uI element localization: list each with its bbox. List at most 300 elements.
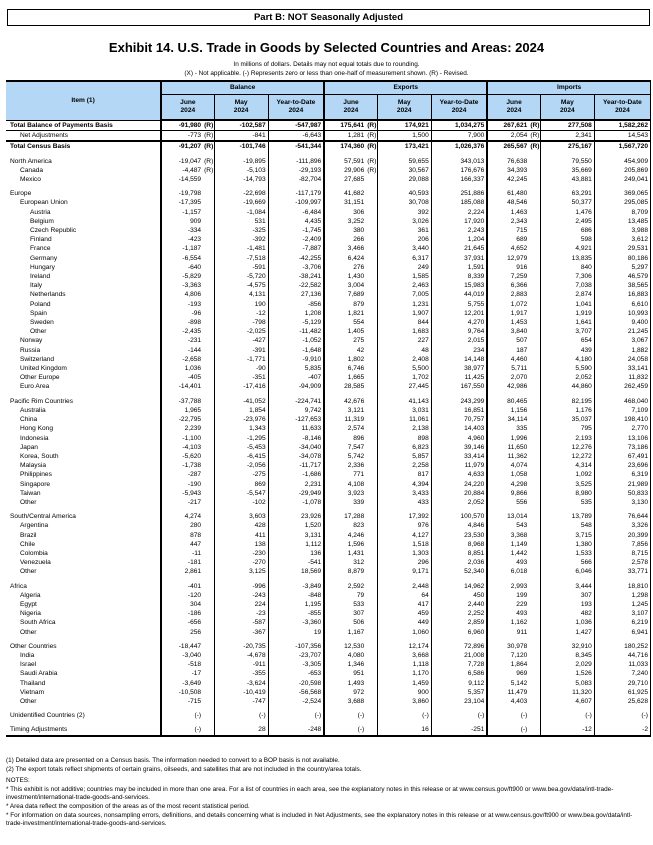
balance-ytd-value: -3,706 [268, 263, 324, 272]
table-row [6, 600, 651, 609]
imports-june-value: 4,460 [487, 355, 529, 364]
revised-flag [366, 679, 377, 688]
imports-may-value: 50,377 [540, 198, 594, 207]
revised-flag [203, 489, 214, 498]
balance-may-value: -841 [214, 131, 268, 142]
revised-flag [203, 415, 214, 424]
exports-june-value: 3,466 [324, 244, 366, 253]
balance-june-value: -334 [161, 226, 203, 235]
exports-ytd-value: 2,224 [431, 208, 487, 217]
exports-june-value: 972 [324, 688, 366, 697]
exports-june-value: 79 [324, 591, 366, 600]
exports-may-value: 417 [377, 600, 431, 609]
balance-may-value: -325 [214, 226, 268, 235]
revised-flag [203, 711, 214, 720]
exports-may-value: 459 [377, 609, 431, 618]
exports-june-value: 42 [324, 346, 366, 355]
revised-flag [529, 609, 540, 618]
balance-may-header [214, 95, 268, 121]
exports-ytd-value: 11,979 [431, 461, 487, 470]
row-label: Sweden [6, 318, 161, 327]
revised-flag [203, 660, 214, 669]
imports-may-value: 44,860 [540, 382, 594, 391]
table-row [6, 397, 651, 406]
balance-may-value: -10,419 [214, 688, 268, 697]
revised-flag: (R) [366, 131, 377, 142]
imports-june-value: 11,650 [487, 443, 529, 452]
balance-ytd-value: -848 [268, 591, 324, 600]
balance-ytd-value: 1,520 [268, 521, 324, 530]
balance-ytd-value: -34,040 [268, 443, 324, 452]
revised-flag [203, 226, 214, 235]
imports-may-value: 82,195 [540, 397, 594, 406]
exports-ytd-value: 1,204 [431, 235, 487, 244]
exports-ytd-value: 185,088 [431, 198, 487, 207]
footnote-2: (2) The export totals reflect shipments of certain grains, oilseeds, and satellites that are not included in the country/area totals. [6, 765, 362, 773]
exports-ytd-value: 2,243 [431, 226, 487, 235]
revised-flag: (R) [367, 122, 377, 129]
balance-ytd-value: -7,887 [268, 244, 324, 253]
exports-ytd-value: 2,036 [431, 558, 487, 567]
balance-may-value: -391 [214, 346, 268, 355]
revised-flag [366, 600, 377, 609]
table-row [6, 512, 651, 521]
revised-flag [366, 452, 377, 461]
table-row [6, 609, 651, 618]
row-label: European Union [6, 198, 161, 207]
exports-ytd-value: 167,550 [431, 382, 487, 391]
revised-flag [529, 567, 540, 576]
revised-flag [203, 382, 214, 391]
exports-june-value: 1,665 [324, 373, 366, 382]
exports-june-value: 174,360 [324, 141, 366, 151]
exports-ytd-value: 14,148 [431, 355, 487, 364]
balance-ytd-value: -856 [268, 300, 324, 309]
balance-may-value: -4,678 [214, 651, 268, 660]
balance-may-value: 1,343 [214, 424, 268, 433]
revised-flag [366, 489, 377, 498]
exports-ytd-value: 14,403 [431, 424, 487, 433]
revised-flag [529, 711, 540, 720]
balance-june-value: -193 [161, 300, 203, 309]
exports-ytd-value: 70,757 [431, 415, 487, 424]
table-row [6, 281, 651, 290]
exports-may-value: 1,702 [377, 373, 431, 382]
row-label: Hungary [6, 263, 161, 272]
balance-may-value: -5,453 [214, 443, 268, 452]
imports-ytd-value: 11,832 [594, 373, 650, 382]
imports-june-value: 9,866 [487, 489, 529, 498]
exports-may-value: 2,408 [377, 355, 431, 364]
balance-ytd-value: -11,717 [268, 461, 324, 470]
exports-ytd-value: 8,968 [431, 540, 487, 549]
row-label: Israel [6, 660, 161, 669]
imports-june-value: 1,864 [487, 660, 529, 669]
balance-may-value: -19,669 [214, 198, 268, 207]
balance-may-value: 411 [214, 531, 268, 540]
table-row [6, 382, 651, 391]
balance-may-value: 224 [214, 600, 268, 609]
balance-may-value: -14,793 [214, 175, 268, 184]
balance-may-value: -1,295 [214, 434, 268, 443]
item-column-header: Item (1) [6, 81, 161, 120]
row-label: Indonesia [6, 434, 161, 443]
imports-may-value: 275,167 [540, 141, 594, 151]
imports-june-value: 1,072 [487, 300, 529, 309]
imports-june-value: (-) [487, 711, 529, 720]
balance-may-value: -101,746 [214, 141, 268, 151]
revised-flag [529, 355, 540, 364]
balance-ytd-header [268, 95, 324, 121]
exports-june-value: 27,685 [324, 175, 366, 184]
exports-ytd-value: 8,339 [431, 272, 487, 281]
imports-ytd-value: 3,107 [594, 609, 650, 618]
exports-ytd-value: 2,252 [431, 609, 487, 618]
imports-ytd-value: 295,085 [594, 198, 650, 207]
revised-flag [203, 531, 214, 540]
balance-ytd-value: 27,136 [268, 290, 324, 299]
balance-ytd-value: -11,482 [268, 327, 324, 336]
exports-june-value: 42,676 [324, 397, 366, 406]
exports-may-value: 1,518 [377, 540, 431, 549]
revised-flag [203, 318, 214, 327]
row-label: Malaysia [6, 461, 161, 470]
revised-flag [529, 373, 540, 382]
balance-may-value: -102,587 [214, 120, 268, 131]
exports-ytd-value: 21,645 [431, 244, 487, 253]
revised-flag [366, 272, 377, 281]
balance-ytd-value: -107,356 [268, 642, 324, 651]
revised-flag [366, 711, 377, 720]
table-row [6, 498, 651, 507]
exports-may-value: 27,445 [377, 382, 431, 391]
balance-may-value: -1,771 [214, 355, 268, 364]
table-row [6, 166, 651, 175]
exports-june-value: 276 [324, 263, 366, 272]
imports-june-value: 916 [487, 263, 529, 272]
exports-june-value: 3,252 [324, 217, 366, 226]
row-label: Korea, South [6, 452, 161, 461]
balance-june-value: -14,401 [161, 382, 203, 391]
imports-ytd-value: 80,186 [594, 254, 650, 263]
row-label: Pacific Rim Countries [6, 397, 161, 406]
table-row [6, 452, 651, 461]
imports-june-value: 1,162 [487, 618, 529, 627]
exports-ytd-value: 1,026,376 [431, 141, 487, 151]
imports-ytd-value: 7,109 [594, 406, 650, 415]
row-label: Russia [6, 346, 161, 355]
balance-ytd-value: -127,653 [268, 415, 324, 424]
exports-may-value: 1,118 [377, 660, 431, 669]
exports-may-value: 900 [377, 688, 431, 697]
imports-ytd-value: 29,531 [594, 244, 650, 253]
balance-may-value: -102 [214, 498, 268, 507]
revised-flag [203, 263, 214, 272]
imports-june-value: 689 [487, 235, 529, 244]
exports-may-value: 2,258 [377, 461, 431, 470]
revised-flag [366, 660, 377, 669]
revised-flag [203, 309, 214, 318]
footnote-1: (1) Detailed data are presented on a Census basis. The information needed to convert to a BOP basis is not available. [6, 757, 340, 764]
balance-may-value: -2,056 [214, 461, 268, 470]
row-label: Other [6, 697, 161, 706]
imports-june-value: 5,142 [487, 679, 529, 688]
imports-june-value: 493 [487, 609, 529, 618]
exports-may-value: 817 [377, 470, 431, 479]
balance-june-value: -217 [161, 498, 203, 507]
imports-may-value: 32,910 [540, 642, 594, 651]
revised-flag [203, 208, 214, 217]
imports-may-value: 1,036 [540, 618, 594, 627]
exports-ytd-value: 12,201 [431, 309, 487, 318]
revised-flag [529, 688, 540, 697]
exports-june-value: 266 [324, 235, 366, 244]
revised-flag [203, 355, 214, 364]
imports-ytd-value: 10,993 [594, 309, 650, 318]
revised-flag [529, 697, 540, 706]
revised-flag [529, 651, 540, 660]
row-label: Czech Republic [6, 226, 161, 235]
revised-flag [366, 609, 377, 618]
exports-may-value: 2,463 [377, 281, 431, 290]
revised-flag [203, 175, 214, 184]
imports-ytd-value: 3,988 [594, 226, 650, 235]
row-label: Spain [6, 309, 161, 318]
balance-may-value: -355 [214, 669, 268, 678]
imports-may-value: 1,176 [540, 406, 594, 415]
imports-june-value: 2,054 [487, 131, 529, 142]
revised-flag [203, 373, 214, 382]
exports-june-value: 823 [324, 521, 366, 530]
imports-ytd-value: 14,543 [594, 131, 650, 142]
imports-ytd-value: 262,459 [594, 382, 650, 391]
imports-ytd-value: 20,399 [594, 531, 650, 540]
table-row [6, 355, 651, 364]
balance-june-value: -518 [161, 660, 203, 669]
balance-june-value: 878 [161, 531, 203, 540]
revised-flag [529, 424, 540, 433]
revised-flag [529, 512, 540, 521]
exports-may-value: 16 [377, 725, 431, 735]
table-row [6, 549, 651, 558]
exports-june-value: 4,108 [324, 480, 366, 489]
exports-june-value: 307 [324, 609, 366, 618]
revised-flag [366, 346, 377, 355]
balance-june-value: (-) [161, 711, 203, 720]
revised-flag [366, 189, 377, 198]
balance-ytd-value: 23,926 [268, 512, 324, 521]
exports-ytd-value: 251,886 [431, 189, 487, 198]
exports-ytd-value: 6,586 [431, 669, 487, 678]
imports-may-value: 35,669 [540, 166, 594, 175]
imports-june-value: 4,403 [487, 697, 529, 706]
imports-ytd-value: 1,245 [594, 600, 650, 609]
row-label: Total Balance of Payments Basis [6, 120, 161, 131]
exports-ytd-value: 21,008 [431, 651, 487, 660]
revised-flag [203, 281, 214, 290]
exports-june-value: 1,346 [324, 660, 366, 669]
table-row [6, 254, 651, 263]
table-row [6, 521, 651, 530]
table-row [6, 711, 651, 720]
revised-flag [203, 272, 214, 281]
balance-ytd-value: -1,686 [268, 470, 324, 479]
revised-flag [366, 309, 377, 318]
table-row [6, 189, 651, 198]
balance-june-value: -144 [161, 346, 203, 355]
exports-may-value: 48 [377, 346, 431, 355]
revised-flag [529, 290, 540, 299]
balance-ytd-value: -117,179 [268, 189, 324, 198]
row-label: South/Central America [6, 512, 161, 521]
revised-flag [366, 531, 377, 540]
table-row [6, 272, 651, 281]
exports-june-value: 1,821 [324, 309, 366, 318]
imports-ytd-value: 9,400 [594, 318, 650, 327]
exports-may-value: 1,060 [377, 628, 431, 637]
revised-flag [203, 549, 214, 558]
balance-june-value: -11 [161, 549, 203, 558]
imports-may-header [540, 95, 594, 121]
exports-ytd-value: 2,015 [431, 336, 487, 345]
balance-june-value: (-) [161, 725, 203, 735]
exports-may-value: 173,421 [377, 141, 431, 151]
balance-may-value: 138 [214, 540, 268, 549]
balance-june-value: -401 [161, 582, 203, 591]
revised-flag [366, 540, 377, 549]
revised-flag [529, 549, 540, 558]
revised-flag [529, 642, 540, 651]
table-row [6, 175, 651, 184]
revised-flag [366, 498, 377, 507]
imports-ytd-value: 3,326 [594, 521, 650, 530]
imports-may-value: 598 [540, 235, 594, 244]
balance-june-value: 280 [161, 521, 203, 530]
balance-ytd-value: -111,896 [268, 157, 324, 166]
table-row [6, 697, 651, 706]
table-row [6, 443, 651, 452]
header-line: June [180, 99, 196, 106]
table-row [6, 540, 651, 549]
revised-flag [529, 521, 540, 530]
balance-may-value: -23,976 [214, 415, 268, 424]
exports-may-value: 7,005 [377, 290, 431, 299]
exports-may-value: 64 [377, 591, 431, 600]
exports-june-value: 4,080 [324, 651, 366, 660]
imports-june-value: 42,245 [487, 175, 529, 184]
imports-may-value: 2,341 [540, 131, 594, 142]
revised-flag [366, 521, 377, 530]
balance-may-value: -230 [214, 549, 268, 558]
exports-june-value: 2,592 [324, 582, 366, 591]
balance-june-value: -5,620 [161, 452, 203, 461]
exports-ytd-value: 176,676 [431, 166, 487, 175]
imports-ytd-value: 1,882 [594, 346, 650, 355]
revised-flag [203, 189, 214, 198]
balance-ytd-value: -6,484 [268, 208, 324, 217]
balance-may-value: -392 [214, 235, 268, 244]
balance-june-value: 304 [161, 600, 203, 609]
header-line: 2024 [180, 107, 196, 114]
revised-flag [203, 254, 214, 263]
balance-may-value: -4,575 [214, 281, 268, 290]
table-row [6, 300, 651, 309]
revised-flag [529, 660, 540, 669]
revised-flag [366, 406, 377, 415]
revised-flag [366, 443, 377, 452]
table-row [6, 208, 651, 217]
exports-ytd-value: 23,104 [431, 697, 487, 706]
balance-ytd-value: -82,704 [268, 175, 324, 184]
balance-may-value: -427 [214, 336, 268, 345]
imports-june-value: 199 [487, 591, 529, 600]
balance-ytd-value: -541,344 [268, 141, 324, 151]
imports-ytd-value: 21,989 [594, 480, 650, 489]
balance-may-value: (-) [214, 711, 268, 720]
imports-may-value: 4,607 [540, 697, 594, 706]
balance-june-value: -4,487 [161, 166, 203, 175]
balance-ytd-value: -38,241 [268, 272, 324, 281]
balance-ytd-value: 5,835 [268, 364, 324, 373]
revised-flag [366, 697, 377, 706]
revised-flag: (R) [530, 122, 540, 129]
exports-may-value: 3,668 [377, 651, 431, 660]
balance-june-value: -4,103 [161, 443, 203, 452]
exports-june-value: (-) [324, 725, 366, 735]
balance-ytd-value: -855 [268, 609, 324, 618]
exports-may-value: 59,655 [377, 157, 431, 166]
exports-ytd-value: 1,591 [431, 263, 487, 272]
exports-ytd-value: 5,755 [431, 300, 487, 309]
revised-flag [366, 263, 377, 272]
imports-ytd-value: 25,628 [594, 697, 650, 706]
exports-may-value: 1,303 [377, 549, 431, 558]
revised-flag [366, 549, 377, 558]
revised-flag [529, 540, 540, 549]
balance-june-value: -181 [161, 558, 203, 567]
revised-flag [366, 198, 377, 207]
table-row [6, 558, 651, 567]
exports-ytd-value: 11,425 [431, 373, 487, 382]
row-label: Chile [6, 540, 161, 549]
imports-may-value: 63,291 [540, 189, 594, 198]
revised-flag [366, 254, 377, 263]
imports-may-value: 193 [540, 600, 594, 609]
imports-may-value: 3,525 [540, 480, 594, 489]
balance-june-value: -1,100 [161, 434, 203, 443]
balance-june-value: -5,829 [161, 272, 203, 281]
revised-flag [529, 198, 540, 207]
balance-june-value: -898 [161, 318, 203, 327]
exports-may-value: (-) [377, 711, 431, 720]
imports-ytd-value: 13,106 [594, 434, 650, 443]
revised-flag [529, 480, 540, 489]
header-line: 2024 [559, 107, 575, 114]
imports-may-value: 307 [540, 591, 594, 600]
exports-june-value: 6,746 [324, 364, 366, 373]
imports-may-value: 2,029 [540, 660, 594, 669]
exports-may-value: 3,440 [377, 244, 431, 253]
exports-ytd-value: 450 [431, 591, 487, 600]
revised-flag [203, 512, 214, 521]
imports-ytd-value: 1,298 [594, 591, 650, 600]
imports-may-value: 1,526 [540, 669, 594, 678]
table-row [6, 628, 651, 637]
revised-flag [529, 300, 540, 309]
imports-june-value: 2,070 [487, 373, 529, 382]
exports-june-value: 1,405 [324, 327, 366, 336]
header-line: 2024 [451, 107, 467, 114]
